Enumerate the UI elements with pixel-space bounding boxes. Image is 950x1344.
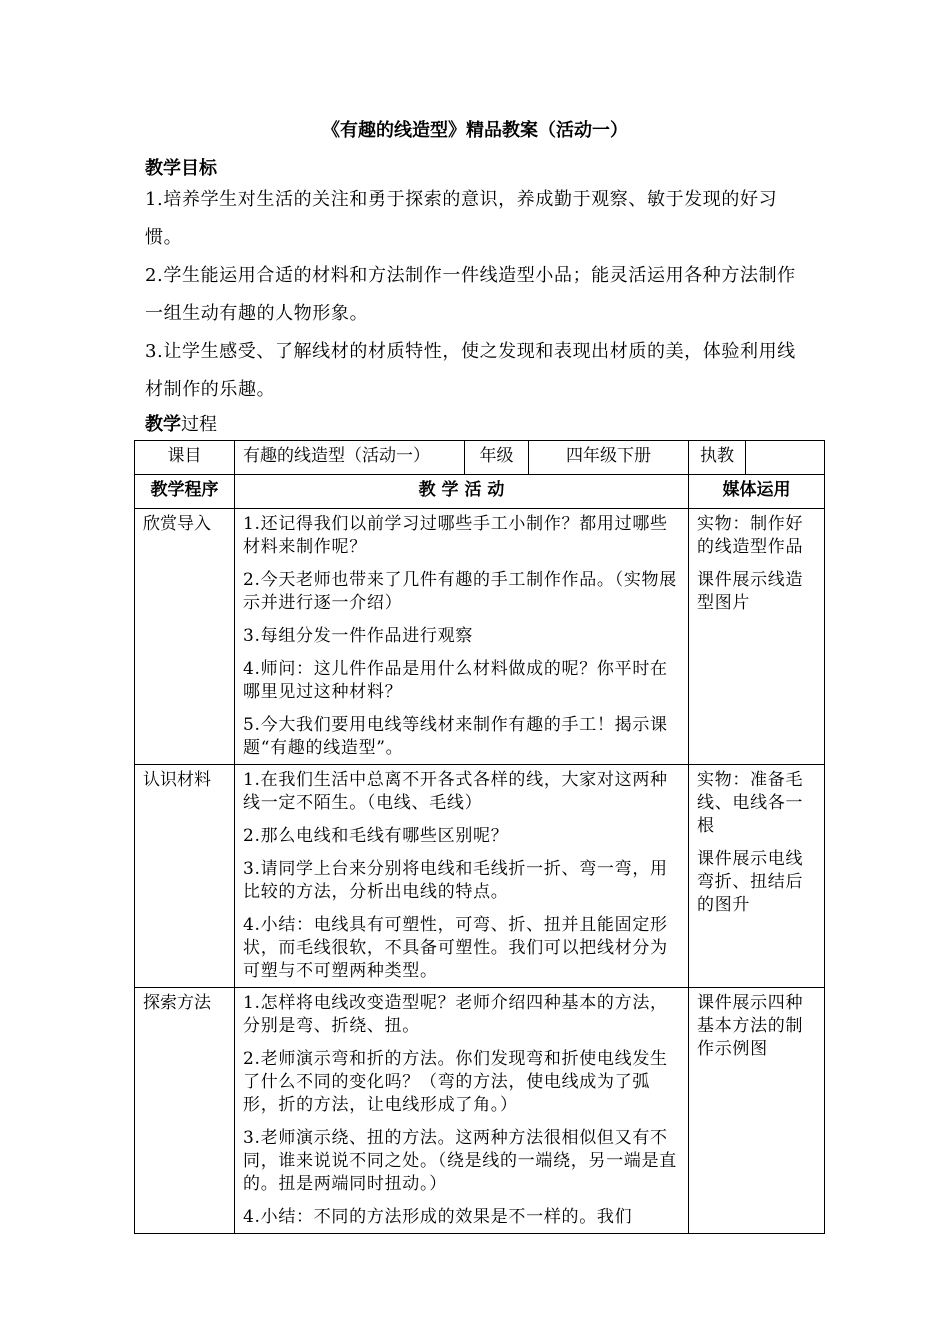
activity-item: 4.师问：这儿件作品是用什么材料做成的呢？你平时在哪里见过这种材料？ [243, 659, 668, 702]
media-item: 课件展示电线弯折、扭结后的图升 [697, 849, 804, 915]
media-item: 实物：准备毛线、电线各一根 [697, 770, 804, 836]
header-activities: 教 学 活 动 [235, 475, 689, 509]
table-row [135, 765, 825, 988]
goal-3: 3.让学生感受、了解线材的材质特性，使之发现和表现出材质的美，体验利用线材制作的乐趣。 [145, 341, 796, 400]
activity-item: 3.老师演示绕、扭的方法。这两种方法很相似但又有不同，谁来说说不同之处。（绕是线的一端绕，另一端是直的。扭是两端同时扭动。） [243, 1128, 677, 1194]
process-heading-bold: 教学 [145, 414, 181, 435]
table-row [135, 509, 825, 765]
header-media: 媒体运用 [689, 475, 825, 509]
goal-1: 1.培养学生对生活的关注和勇于探索的意识，养成勤于观察、敏于发现的好习惯。 [145, 189, 778, 248]
media-cell [689, 988, 825, 1234]
activities-cell [235, 509, 689, 765]
media-item: 实物：制作好的线造型作品 [697, 514, 804, 557]
media-cell [689, 509, 825, 765]
lesson-table [134, 440, 825, 1234]
header-stage: 教学程序 [135, 475, 235, 509]
header-row [135, 475, 825, 509]
activity-item: 2.那么电线和毛线有哪些区别呢？ [243, 826, 509, 846]
activity-item: 3.每组分发一件作品进行观察 [243, 626, 474, 646]
activity-item: 1.怎样将电线改变造型呢？老师介绍四种基本的方法，分别是弯、折绕、扭。 [243, 993, 668, 1036]
activity-item: 5.今大我们要用电线等线材来制作有趣的手工！揭示课题“有趣的线造型”。 [243, 715, 668, 758]
table-row [135, 988, 825, 1234]
info-row [135, 441, 825, 475]
media-cell [689, 765, 825, 988]
process-heading-rest: 过程 [181, 414, 217, 435]
grade-label: 年级 [465, 441, 529, 475]
teacher-label: 执教 [689, 441, 746, 475]
activity-item: 1.在我们生活中总离不开各式各样的线，大家对这两种线一定不陌生。（电线、毛线） [243, 770, 668, 813]
media-item: 课件展示四种基本方法的制作示例图 [697, 993, 804, 1059]
activity-item: 2.今天老师也带来了几件有趣的手工制作作品。（实物展示并进行逐一介绍） [243, 570, 677, 613]
stage-cell: 认识材料 [135, 765, 235, 988]
subject-label: 课目 [135, 441, 235, 475]
document-title: 《有趣的线造型》精品教案（活动一） [322, 120, 628, 141]
teacher-value [746, 441, 825, 475]
activity-item: 4.小结：不同的方法形成的效果是不一样的。我们 [243, 1207, 633, 1227]
process-heading [145, 410, 217, 436]
stage-cell: 探索方法 [135, 988, 235, 1234]
stage-cell: 欣赏导入 [135, 509, 235, 765]
goal-2: 2.学生能运用合适的材料和方法制作一件线造型小品；能灵活运用各种方法制作一组生动有趣的人物形象。 [145, 265, 796, 324]
activity-item: 4.小结：电线具有可塑性，可弯、折、扭并且能固定形状，而毛线很软，不具备可塑性。我们可以把线材分为可塑与不可塑两种类型。 [243, 915, 668, 981]
activity-item: 1.还记得我们以前学习过哪些手工小制作？都用过哪些材料来制作呢？ [243, 514, 668, 557]
activities-cell [235, 988, 689, 1234]
goals-heading: 教学目标 [145, 158, 217, 179]
activity-item: 2.老师演示弯和折的方法。你们发现弯和折使电线发生了什么不同的变化吗？（弯的方法，使电线成为了弧形，折的方法，让电线形成了角。） [243, 1049, 668, 1115]
grade-value: 四年级下册 [529, 441, 689, 475]
activity-item: 3.请同学上台来分别将电线和毛线折一折、弯一弯，用比较的方法，分析出电线的特点。 [243, 859, 668, 902]
activities-cell [235, 765, 689, 988]
media-item: 课件展示线造型图片 [697, 570, 804, 613]
subject-value: 有趣的线造型（活动一） [235, 441, 465, 475]
